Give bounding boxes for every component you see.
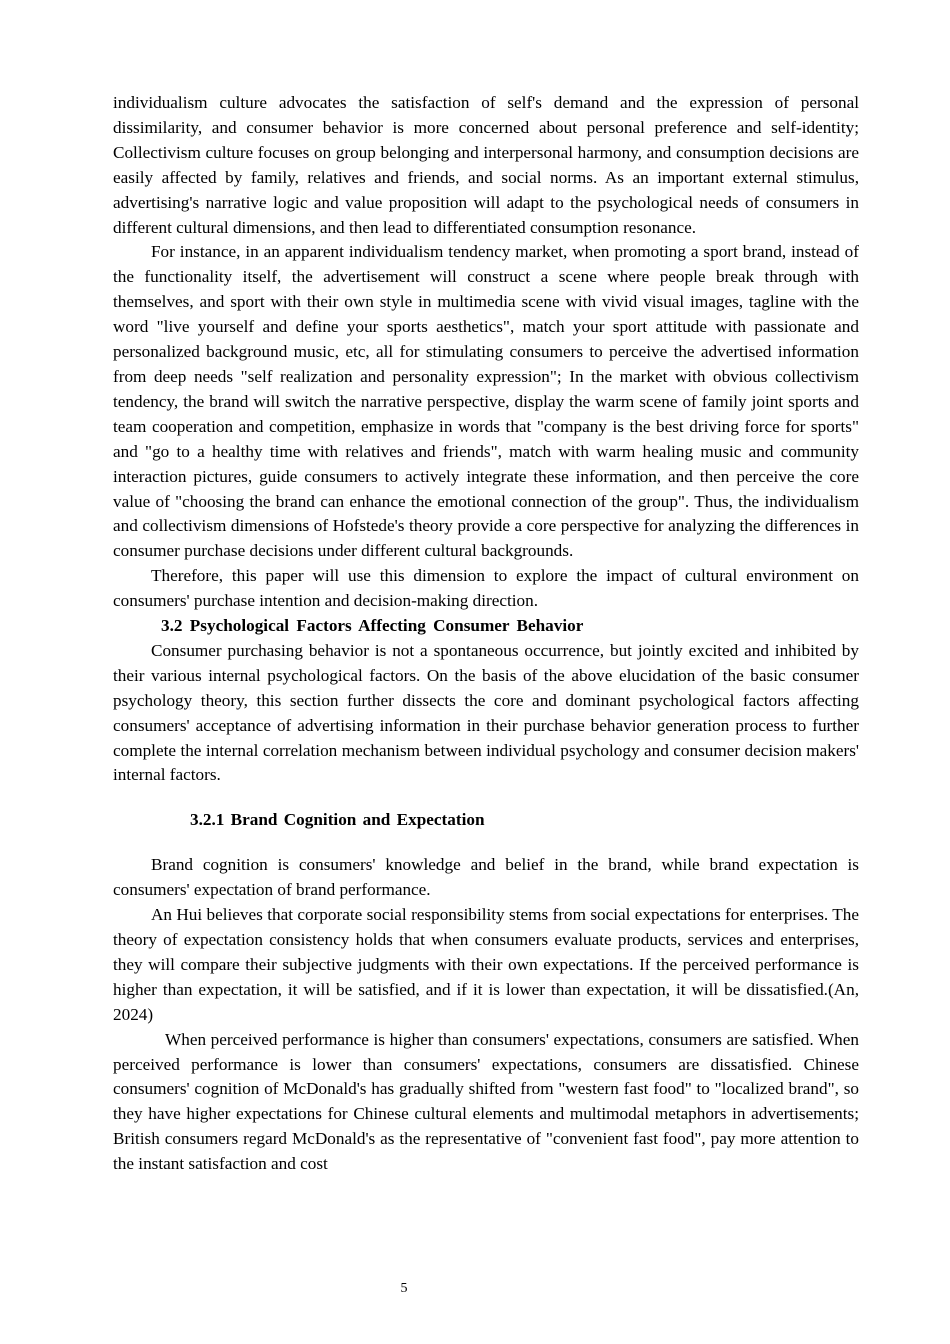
document-page xyxy=(113,91,859,1177)
paragraph-brand-cognition: Brand cognition is consumers' knowledge and belief in the brand, while brand expectation is consumers' expectation of brand performance. xyxy=(113,855,859,900)
paragraph-sport-brand-example: For instance, in an apparent individualism tendency market, when promoting a sport brand, instead of the functionality itself, the advertisement will construct a scene where people break through with themselves, and sport with their own style in multimedia scene with vivid visual images, tagline with the word "live yourself and define your sports aesthetics", match your sport attitude with passionate and personalized background music, etc, all for stimulating consumers to perceive the advertised information from deep needs "self realization and personality expression"; In the market with obvious collectivism tendency, the brand will switch the narrative perspective, display the warm scene of family joint sports and team cooperation and competition, emphasize in words that "company is the best driving force for sports" and "go to a healthy time with relatives and friends", match with warm healing music and community interaction pictures, guide consumers to actively integrate these information, and then perceive the core value of "choosing the brand can enhance the emotional connection of the group". Thus, the individualism and collectivism dimensions of Hofstede's theory provide a core perspective for analyzing the differences in consumer purchase decisions under different cultural backgrounds. xyxy=(113,242,859,561)
page-number: 5 xyxy=(400,1281,408,1296)
section-heading-3-2: 3.2 Psychological Factors Affecting Consumer Behavior xyxy=(161,616,584,636)
subsection-heading-3-2-1: 3.2.1 Brand Cognition and Expectation xyxy=(190,810,485,830)
paragraph-an-hui: An Hui believes that corporate social responsibility stems from social expectations for enterprises. The theory of expectation consistency holds that when consumers evaluate products, services and enterprises, they will compare their subjective judgments with their own expectations. If the perceived performance is higher than expectation, it will be satisfied, and if it is lower than expectation, it will be dissatisfied.(An, 2024) xyxy=(113,905,859,1024)
paragraph-perceived-performance: When perceived performance is higher than consumers' expectations, consumers are satisfied. When perceived performance is lower than consumers' expectations, consumers are dissatisfied. Chinese consumers' cognition of McDonald's has gradually shifted from "western fast food" to "localized brand", so they have higher expectations for Chinese cultural elements and multimodal metaphors in advertisements; British consumers regard McDonald's as the representative of "convenient fast food", pay more attention to the instant satisfaction and cost xyxy=(113,1029,859,1174)
paragraph-therefore: Therefore, this paper will use this dimension to explore the impact of cultural environment on consumers' purchase intention and decision-making direction. xyxy=(113,566,859,611)
paragraph-psychological-factors: Consumer purchasing behavior is not a spontaneous occurrence, but jointly excited and inhibited by their various internal psychological factors. On the basis of the above elucidation of the basic consumer psychology theory, this section further dissects the core and dominant psychological factors affecting consumers' acceptance of advertising information in their purchase behavior generation process to further complete the internal correlation mechanism between individual psychology and consumer decision makers' internal factors. xyxy=(113,640,859,785)
paragraph-individualism-culture: individualism culture advocates the satisfaction of self's demand and the expression of personal dissimilarity, and consumer behavior is more concerned about personal preference and self-identity; Collectivism culture focuses on group belonging and interpersonal harmony, and consumption decisions are easily affected by family, relatives and friends, and social norms. As an important external stimulus, advertising's narrative logic and value proposition will adapt to the psychological needs of consumers in different cultural dimensions, and then lead to differentiated consumption resonance. xyxy=(113,93,859,237)
